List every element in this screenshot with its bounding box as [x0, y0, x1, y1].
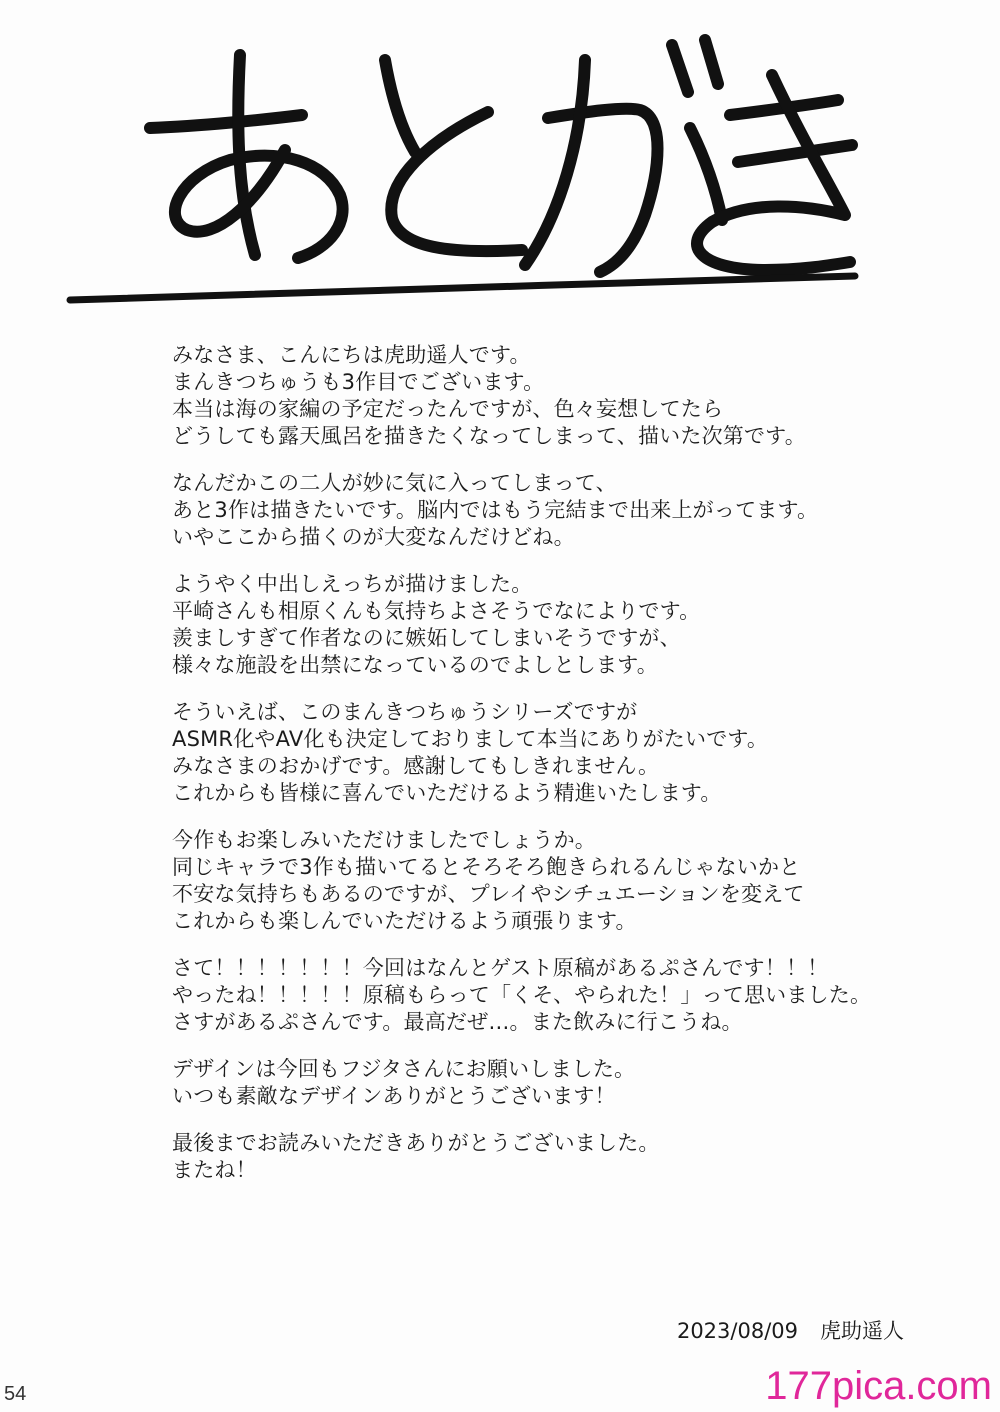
- title-glyph-ga-dakuten-2: [705, 40, 718, 84]
- text-line: あと3作は描きたいです。脳内ではもう完結まで出来上がってます。: [172, 498, 819, 522]
- title-glyph-ga-stroke-2: [525, 60, 585, 265]
- text-line: まんきつちゅうも3作目でございます。: [172, 370, 545, 394]
- text-line: なんだかこの二人が妙に気に入ってしまって、: [172, 471, 617, 495]
- text-line: さて！！！！！！！今回はなんとゲスト原稿があるぷさんです！！！: [172, 956, 829, 980]
- text-line: どうしても露天風呂を描きたくなってしまって、描いた次第です。: [172, 424, 806, 448]
- signature-date: 2023/08/09: [676, 1319, 798, 1343]
- text-line: デザインは今回もフジタさんにお願いしました。: [172, 1057, 636, 1081]
- paragraph-8: [172, 1130, 932, 1184]
- text-line: 不安な気持ちもあるのですが、プレイやシチュエーションを変えて: [172, 882, 805, 906]
- paragraph-5: [172, 827, 932, 935]
- title-glyph-a: [150, 115, 302, 128]
- text-line: これからも楽しんでいただけるよう頑張ります。: [172, 909, 637, 933]
- paragraph-2: [172, 470, 932, 551]
- text-line: またね！: [172, 1158, 257, 1182]
- text-line: ASMR化やAV化も決定しておりまして本当にありがたいです。: [172, 727, 769, 751]
- paragraph-1: [172, 342, 932, 450]
- afterword-body: [172, 342, 932, 1204]
- text-line: 同じキャラで3作も描いてるとそろそろ飽きられるんじゃないかと: [172, 855, 801, 879]
- text-line: 様々な施設を出禁になっているのでよしとします。: [172, 653, 658, 677]
- page-number: 54: [4, 1383, 27, 1405]
- text-line: いやここから描くのが大変なんだけどね。: [172, 525, 575, 549]
- text-line: いつも素敵なデザインありがとうございます！: [172, 1084, 616, 1108]
- title-underline: [70, 276, 855, 300]
- text-line: みなさま、こんにちは虎助遥人です。: [172, 343, 531, 367]
- handwritten-title: [0, 0, 1000, 320]
- text-line: 羨ましすぎて作者なのに嫉妬してしまいそうですが、: [172, 626, 681, 650]
- text-line: 今作もお楽しみいただけましたでしょうか。: [172, 828, 596, 852]
- text-line: 平崎さんも相原くんも気持ちよさそうでなによりです。: [172, 599, 701, 623]
- text-line: 最後までお読みいただきありがとうございました。: [172, 1131, 660, 1155]
- signature: [677, 1317, 904, 1345]
- text-line: これからも皆様に喜んでいただけるよう精進いたします。: [172, 781, 722, 805]
- title-glyph-ga-dakuten-1: [672, 45, 688, 92]
- signature-author: 虎助遥人: [820, 1319, 904, 1343]
- text-line: みなさまのおかげです。感謝してもしきれません。: [172, 754, 660, 778]
- text-line: やったね！！！！！原稿もらって「くそ、やられた！」って思いました。: [172, 983, 872, 1007]
- paragraph-7: [172, 1056, 932, 1110]
- title-glyph-ga-stroke-3: [690, 128, 722, 220]
- title-glyph-a-stroke-3: [175, 150, 343, 258]
- text-line: さすがあるぷさんです。最高だぜ…。また飲みに行こうね。: [172, 1010, 743, 1034]
- title-glyph-ki-stroke-2: [738, 145, 852, 162]
- title-glyph-to: [385, 60, 415, 152]
- paragraph-6: [172, 955, 932, 1036]
- watermark: 177pica.com: [765, 1364, 992, 1408]
- text-line: そういえば、このまんきつちゅうシリーズですが: [172, 700, 638, 724]
- text-line: ようやく中出しえっちが描けました。: [172, 572, 533, 596]
- paragraph-3: [172, 571, 932, 679]
- text-line: 本当は海の家編の予定だったんですが、色々妄想してたら: [172, 397, 724, 421]
- paragraph-4: [172, 699, 932, 807]
